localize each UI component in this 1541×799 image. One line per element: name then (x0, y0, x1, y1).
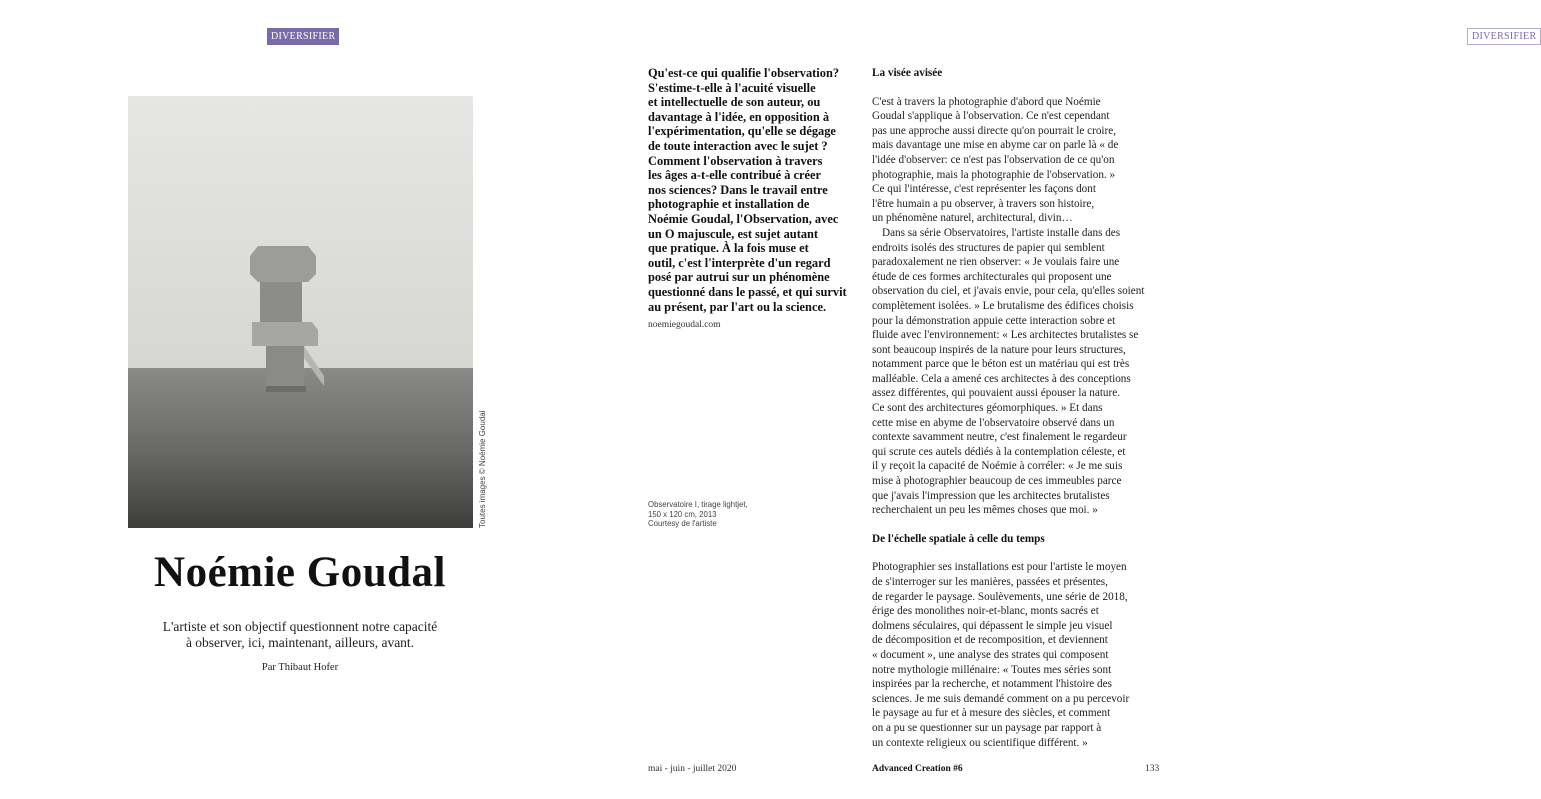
text-line: paradoxalement ne rien observer: « Je voulais faire une (872, 256, 1120, 269)
body-paragraph (872, 95, 1154, 226)
text-line: l'être humain a pu observer, à travers son histoire, (872, 197, 1095, 210)
text-line: dolmens séculaires, qui dépassent le simple jeu visuel (872, 619, 1113, 632)
text-line: l'idée d'observer: ce n'est pas l'observation de ce qu'on (872, 153, 1115, 166)
text-line: 150 x 120 cm, 2013 (648, 509, 717, 519)
text-line: posé par autrui sur un phénomène (648, 270, 830, 285)
text-line: Courtesy de l'artiste (648, 519, 717, 529)
photo-credit: Toutes images © Noémie Goudal (478, 410, 487, 528)
section-heading: De l'échelle spatiale à celle du temps (872, 532, 1045, 545)
left-page (0, 0, 600, 799)
text-line: Ce sont des architectures géomorphiques. » Et dans (872, 402, 1103, 415)
section-tag: DIVERSIFIER (267, 28, 339, 45)
text-line: il y reçoit la capacité de Noémie à corréler: « Je me suis (872, 460, 1123, 473)
subtitle-line: à observer, ici, maintenant, ailleurs, avant. (185, 635, 415, 650)
text-line: mais davantage une mise en abyme car on parle là « de (872, 139, 1119, 152)
text-line: un contexte religieux ou scientifique différent. » (872, 736, 1088, 749)
text-line: Goudal s'applique à l'observation. Ce n'est cependant (872, 110, 1110, 123)
text-line: notre mythologie millénaire: « Toutes mes séries sont (872, 663, 1112, 676)
text-line: sont beaucoup inspirés de la nature pour leurs structures, (872, 343, 1126, 356)
text-line: qui scrute ces autels dédiés à la contemplation céleste, et (872, 445, 1126, 458)
right-page (600, 0, 1537, 799)
text-line: photographie et installation de (648, 197, 810, 212)
text-line: assez différentes, qui pouvaient aussi épouser la nature. (872, 387, 1121, 400)
text-line: outil, c'est l'interprète d'un regard (648, 255, 831, 270)
text-line: S'estime-t-elle à l'acuité visuelle (648, 80, 816, 95)
text-line: un O majuscule, est sujet autant (648, 226, 819, 241)
text-line: que j'avais l'impression que les architectes brutalistes (872, 489, 1110, 502)
body-paragraph (872, 560, 1154, 750)
text-line: fluide avec l'environnement: « Les architectes brutalistes se (872, 329, 1139, 342)
text-line: contexte savamment neutre, c'est finalement le regardeur (872, 431, 1127, 444)
text-line: au présent, par l'art ou la science. (648, 299, 827, 314)
text-line: Comment l'observation à travers (648, 153, 823, 168)
body-paragraph (872, 226, 1154, 518)
text-line: les âges a-t-elle contribué à créer (648, 168, 822, 183)
section-heading: La visée avisée (872, 67, 943, 79)
text-line: recherchaient un peu les mêmes choses que moi. » (872, 504, 1098, 517)
text-line: étude de ces formes architecturales qui proposent une (872, 270, 1112, 283)
text-line: notamment parce que le béton est un matériau qui est très (872, 358, 1130, 371)
text-line: complètement isolées. » Le brutalisme des édifices choisis (872, 299, 1134, 312)
text-line: érige des monolithes noir-et-blanc, monts sacrés et (872, 605, 1099, 618)
text-line: Ce qui l'intéresse, c'est représenter les façons dont (872, 183, 1096, 196)
article-title: Noémie Goudal (154, 549, 446, 596)
text-line: pour la démonstration appuie cette interaction sobre et (872, 314, 1116, 327)
text-line: de s'interroger sur les manières, passées et présentes, (872, 576, 1108, 588)
byline: Par Thibaut Hofer (261, 662, 339, 673)
text-line: on a pu se questionner sur un paysage par rapport à (872, 721, 1102, 734)
text-line: C'est à travers la photographie d'abord que Noémie (872, 95, 1101, 108)
text-line: de toute interaction avec le sujet ? (648, 138, 828, 153)
text-line: mise à photographier beaucoup de ces immeubles parce (872, 475, 1122, 488)
footer-date: mai - juin - juillet 2020 (648, 764, 737, 774)
text-line: inspirées par la recherche, et notamment l'histoire des (872, 678, 1112, 691)
text-line: photographie, mais la photographie de l'observation. » (872, 168, 1116, 181)
text-line: Observatoire I, tirage lightjet, (648, 500, 748, 509)
body-column (872, 66, 1154, 750)
section-tag: DIVERSIFIER (1467, 28, 1541, 45)
text-line: pas une approche aussi directe qu'on pourrait le croire, (872, 124, 1117, 137)
text-line: Qu'est-ce qui qualifie l'observation? (648, 66, 840, 80)
website-link[interactable]: noemiegoudal.com (648, 320, 721, 330)
text-line: Noémie Goudal, l'Observation, avec (648, 211, 839, 226)
text-line: endroits isolés des structures de papier qui semblent (872, 241, 1105, 254)
text-line: de regarder le paysage. Soulèvements, une série de 2018, (872, 590, 1128, 603)
article-subtitle (150, 619, 450, 651)
footer-magazine: Advanced Creation #6 (872, 764, 963, 774)
text-line: davantage à l'idée, en opposition à (648, 109, 830, 124)
text-line: « document », une analyse des strates qui composent (872, 648, 1109, 661)
photo-caption (648, 500, 828, 529)
text-line: que pratique. À la fois muse et (648, 241, 809, 256)
observatory-photo (128, 96, 473, 528)
subtitle-line: L'artiste et son objectif questionnent notre capacité (162, 619, 438, 634)
text-line: questionné dans le passé, et qui survit (648, 284, 847, 299)
text-line: nos sciences? Dans le travail entre (648, 182, 828, 197)
text-line: de décomposition et de recomposition, et deviennent (872, 634, 1108, 647)
text-line: cette mise en abyme de l'observatoire observé dans un (872, 416, 1115, 429)
text-line: Photographier ses installations est pour l'artiste le moyen (872, 561, 1127, 574)
text-line: l'expérimentation, qu'elle se dégage (648, 124, 836, 139)
text-line: sciences. Je me suis demandé comment on a pu percevoir (872, 692, 1130, 705)
text-line: le paysage au fur et à mesure des siècles, et comment (872, 707, 1111, 720)
intro-paragraph (648, 66, 848, 314)
tower-image (128, 96, 473, 528)
page-number: 133 (1145, 764, 1160, 774)
text-line: malléable. Cela a amené ces architectes à des conceptions (872, 372, 1131, 385)
text-line: et intellectuelle de son auteur, ou (648, 95, 821, 110)
text-line: un phénomène naturel, architectural, divin… (872, 212, 1073, 225)
text-line: observation du ciel, et j'avais envie, pour cela, qu'elles soient (872, 285, 1145, 298)
text-line: Dans sa série Observatoires, l'artiste installe dans des (882, 226, 1121, 239)
